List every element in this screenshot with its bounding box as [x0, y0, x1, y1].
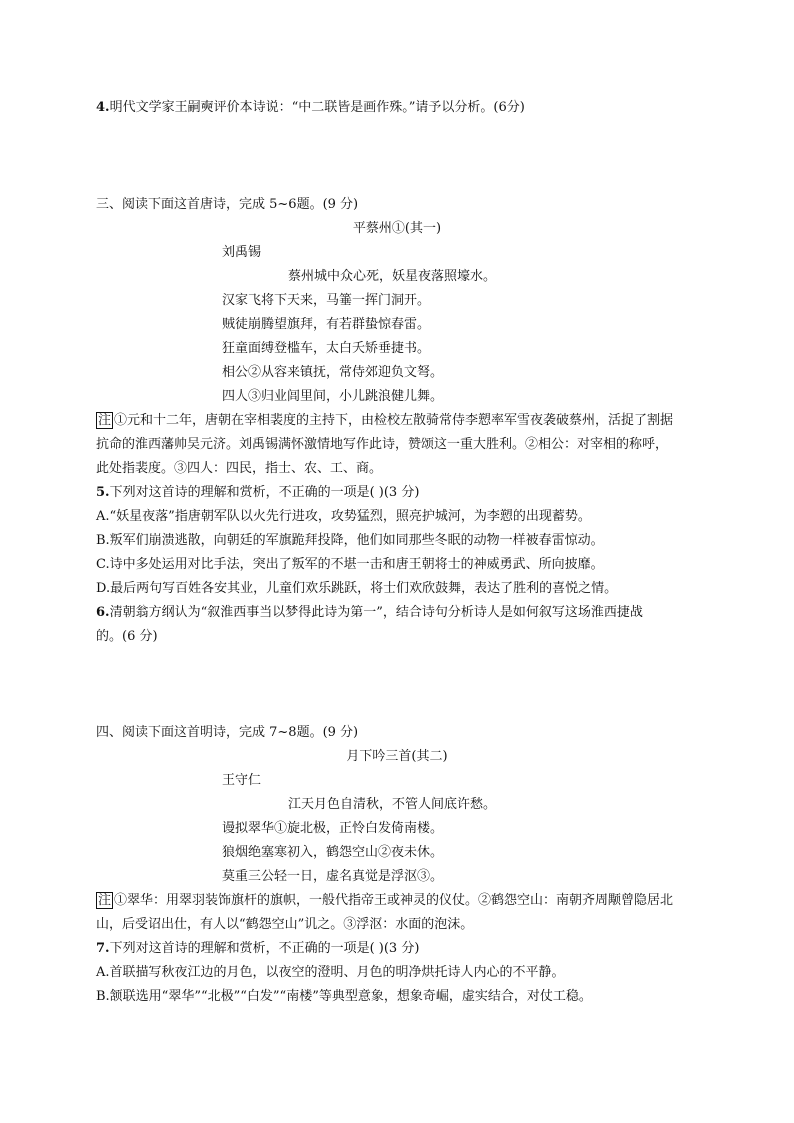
poem-author: 王守仁 [222, 773, 262, 788]
question-number: 5. [96, 485, 110, 500]
note-text: ①翠华：用翠羽装饰旗杆的旗帜，一般代指帝王或神灵的仪仗。②鹤怨空山：南朝齐周颙曾隐居北 [114, 893, 674, 908]
question-4 [96, 98, 525, 118]
option-b: B.颔联选用“翠华”“北极”“白发”“南楼”等典型意象，想象奇崛，虚实结合，对仗工稳。 [96, 989, 592, 1004]
poem-line: 谩拟翠华①旋北极，正怜白发倚南楼。 [222, 821, 444, 836]
annotation [96, 891, 673, 911]
poem-line: 江天月色自清秋，不管人间底许愁。 [288, 797, 497, 812]
note-text: 此处指裴度。③四人：四民，指士、农、工、商。 [96, 461, 383, 476]
poem-line: 汉家飞将下天来，马箠一挥门洞开。 [222, 293, 431, 308]
option-a: A.首联描写秋夜江边的月色，以夜空的澄明、月色的明净烘托诗人内心的不平静。 [96, 965, 565, 980]
poem-title: 平蔡州①(其一) [352, 221, 442, 236]
note-text: 抗命的淮西藩帅吴元济。刘禹锡满怀激情地写作此诗，赞颂这一重大胜利。②相公：对宰相的称呼， [96, 437, 669, 452]
poem-line: 狼烟绝塞寒初入，鹤怨空山②夜未休。 [222, 845, 444, 860]
note-text: 山，后受诏出仕，有人以“鹤怨空山”讥之。③浮沤：水面的泡沫。 [96, 917, 474, 932]
note-label: 注 [98, 413, 112, 428]
poem-line: 相公②从容来镇抚，常侍郊迎负文弩。 [222, 365, 444, 380]
question-number: 6. [96, 605, 110, 620]
question-stem: 下列对这首诗的理解和赏析，不正确的一项是( )(3 分) [109, 941, 420, 956]
question-text: 明代文学家王嗣奭评价本诗说：“中二联皆是画作殊。”请予以分析。(6分) [109, 100, 525, 115]
option-c: C.诗中多处运用对比手法，突出了叛军的不堪一击和唐王朝将士的神威勇武、所向披靡。 [96, 557, 604, 572]
question-stem: 下列对这首诗的理解和赏析，不正确的一项是( )(3 分) [109, 485, 420, 500]
note-label: 注 [98, 893, 112, 908]
poem-line: 四人③归业闾里间，小儿跳浪健儿舞。 [222, 389, 444, 404]
poem-title: 月下吟三首(其二) [346, 749, 448, 764]
poem-line: 蔡州城中众心死，妖星夜落照壕水。 [288, 269, 497, 284]
question-number: 4. [96, 100, 110, 115]
question-number: 7. [96, 941, 110, 956]
question-7 [96, 939, 419, 959]
poem-line: 莫重三公轻一日，虚名真觉是浮沤③。 [222, 869, 444, 884]
note-text: ①元和十二年，唐朝在宰相裴度的主持下，由检校左散骑常侍李愬率军雪夜袭破蔡州，活捉了割据 [114, 413, 674, 428]
option-a: A.“妖星夜落”指唐朝军队以火先行进攻，攻势猛烈，照亮护城河，为李愬的出现蓄势。 [96, 509, 591, 524]
question-6 [96, 603, 643, 623]
poem-line: 贼徒崩腾望旗拜，有若群蛰惊春雷。 [222, 317, 431, 332]
poem-author: 刘禹锡 [222, 245, 262, 260]
question-text: 清朝翁方纲认为“叙淮西事当以梦得此诗为第一”，结合诗句分析诗人是如何叙写这场淮西捷战 [109, 605, 643, 620]
section-4-header: 四、阅读下面这首明诗，完成 7~8题。(9 分) [96, 725, 359, 740]
option-b: B.叛军们崩溃逃散，向朝廷的军旗跪拜投降，他们如同那些冬眠的动物一样被春雷惊动。 [96, 533, 604, 548]
option-d: D.最后两句写百姓各安其业，儿童们欢乐跳跃，将士们欢欣鼓舞，表达了胜利的喜悦之情。 [96, 581, 618, 596]
poem-line: 狂童面缚登槛车，太白夭矫垂捷书。 [222, 341, 431, 356]
annotation [96, 411, 673, 431]
section-3-header: 三、阅读下面这首唐诗，完成 5~6题。(9 分) [96, 197, 359, 212]
question-text: 的。(6 分) [96, 629, 158, 644]
question-5 [96, 483, 419, 503]
